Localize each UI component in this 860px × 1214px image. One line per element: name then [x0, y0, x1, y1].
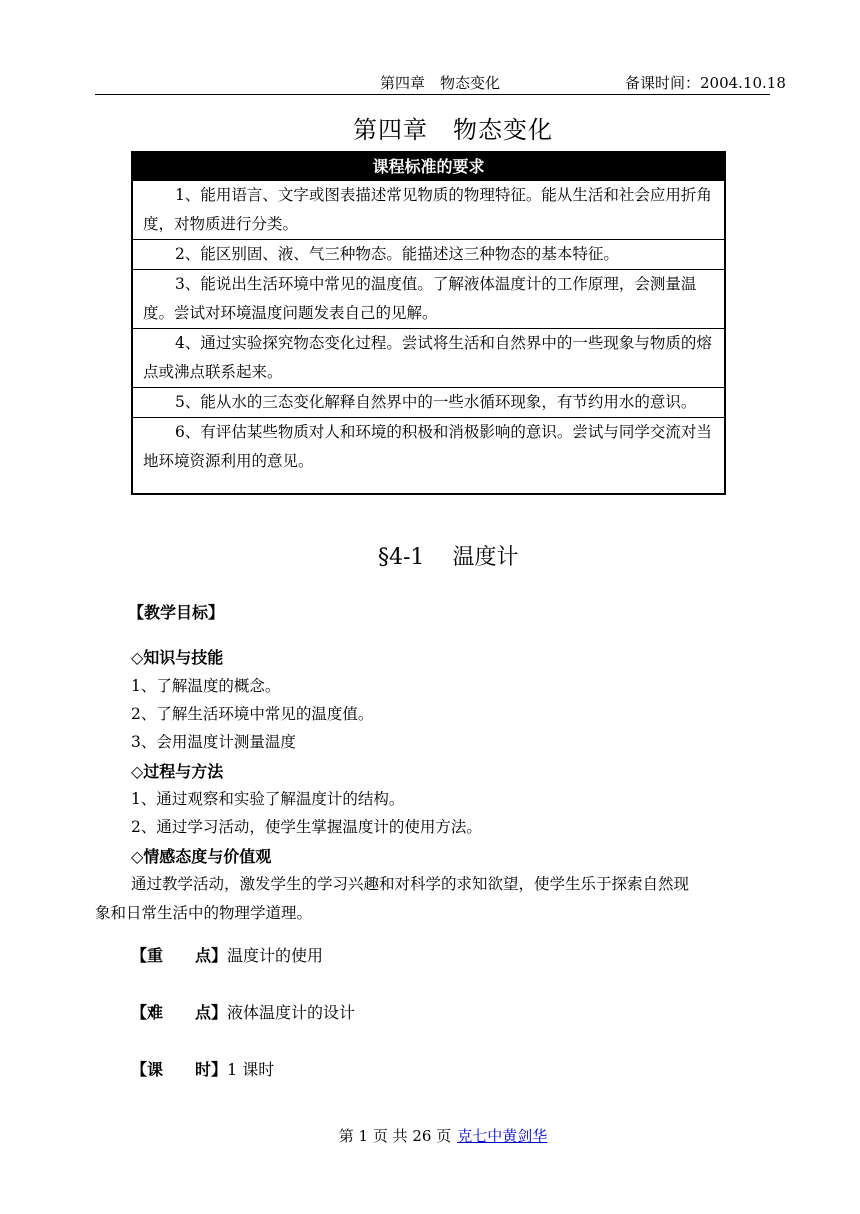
difficulty-point — [131, 1000, 355, 1023]
standard-item: 1、能用语言、文字或图表描述常见物质的物理特征。能从生活和社会应用折角度，对物质进行分类。 — [133, 180, 724, 239]
standard-item: 5、能从水的三态变化解释自然界中的一些水循环现象，有节约用水的意识。 — [133, 387, 724, 417]
page-number: 第 1 页 共 26 页 — [338, 1127, 452, 1145]
knowledge-item: 1、了解温度的概念。 — [131, 677, 281, 695]
knowledge-item: 3、会用温度计测量温度 — [131, 733, 296, 751]
process-methods-title: ◇过程与方法 — [131, 762, 224, 781]
key-point-label: 【重 点】 — [131, 946, 228, 965]
standard-item: 2、能区别固、液、气三种物态。能描述这三种物态的基本特征。 — [133, 239, 724, 269]
period-label: 【课 时】 — [131, 1060, 228, 1079]
header-chapter: 第四章 物态变化 — [380, 74, 501, 92]
process-item: 1、通过观察和实验了解温度计的结构。 — [131, 790, 405, 808]
emotion-text-line2: 象和日常生活中的物理学道理。 — [95, 904, 313, 922]
curriculum-standards-box — [131, 151, 726, 495]
knowledge-skills-title: ◇知识与技能 — [131, 648, 224, 667]
header-divider — [95, 94, 770, 95]
section-title — [378, 540, 518, 571]
author-link[interactable]: 克七中黄剑华 — [457, 1127, 548, 1145]
standard-item: 4、通过实验探究物态变化过程。尝试将生活和自然界中的一些现象与物质的熔点或沸点联系起来。 — [133, 328, 724, 387]
process-item: 2、通过学习活动，使学生掌握温度计的使用方法。 — [131, 818, 482, 836]
standard-item: 3、能说出生活环境中常见的温度值。了解液体温度计的工作原理，会测量温度。尝试对环境温度问题发表自己的见解。 — [133, 269, 724, 328]
section-name: 温度计 — [452, 545, 519, 570]
difficulty-label: 【难 点】 — [131, 1003, 228, 1022]
difficulty-value: 液体温度计的设计 — [227, 1003, 356, 1022]
class-period — [131, 1057, 274, 1080]
key-point — [131, 943, 323, 966]
key-point-value: 温度计的使用 — [227, 946, 324, 965]
chapter-title: 第四章 物态变化 — [353, 116, 553, 144]
header-prep-date: 备课时间：2004.10.18 — [625, 74, 786, 92]
knowledge-item: 2、了解生活环境中常见的温度值。 — [131, 705, 374, 723]
section-number: §4-1 — [378, 545, 425, 570]
standard-item: 6、有评估某些物质对人和环境的积极和消极影响的意识。尝试与同学交流对当地环境资源利用的意见。 — [133, 417, 724, 476]
standards-heading: 课程标准的要求 — [133, 153, 724, 180]
emotion-values-title: ◇情感态度与价值观 — [131, 847, 272, 866]
page-footer — [0, 1125, 860, 1146]
period-value: 1 课时 — [227, 1060, 275, 1079]
emotion-text-line1: 通过教学活动，激发学生的学习兴趣和对科学的求知欲望，使学生乐于探索自然现 — [131, 875, 690, 893]
teaching-goals-heading: 【教学目标】 — [128, 603, 225, 622]
